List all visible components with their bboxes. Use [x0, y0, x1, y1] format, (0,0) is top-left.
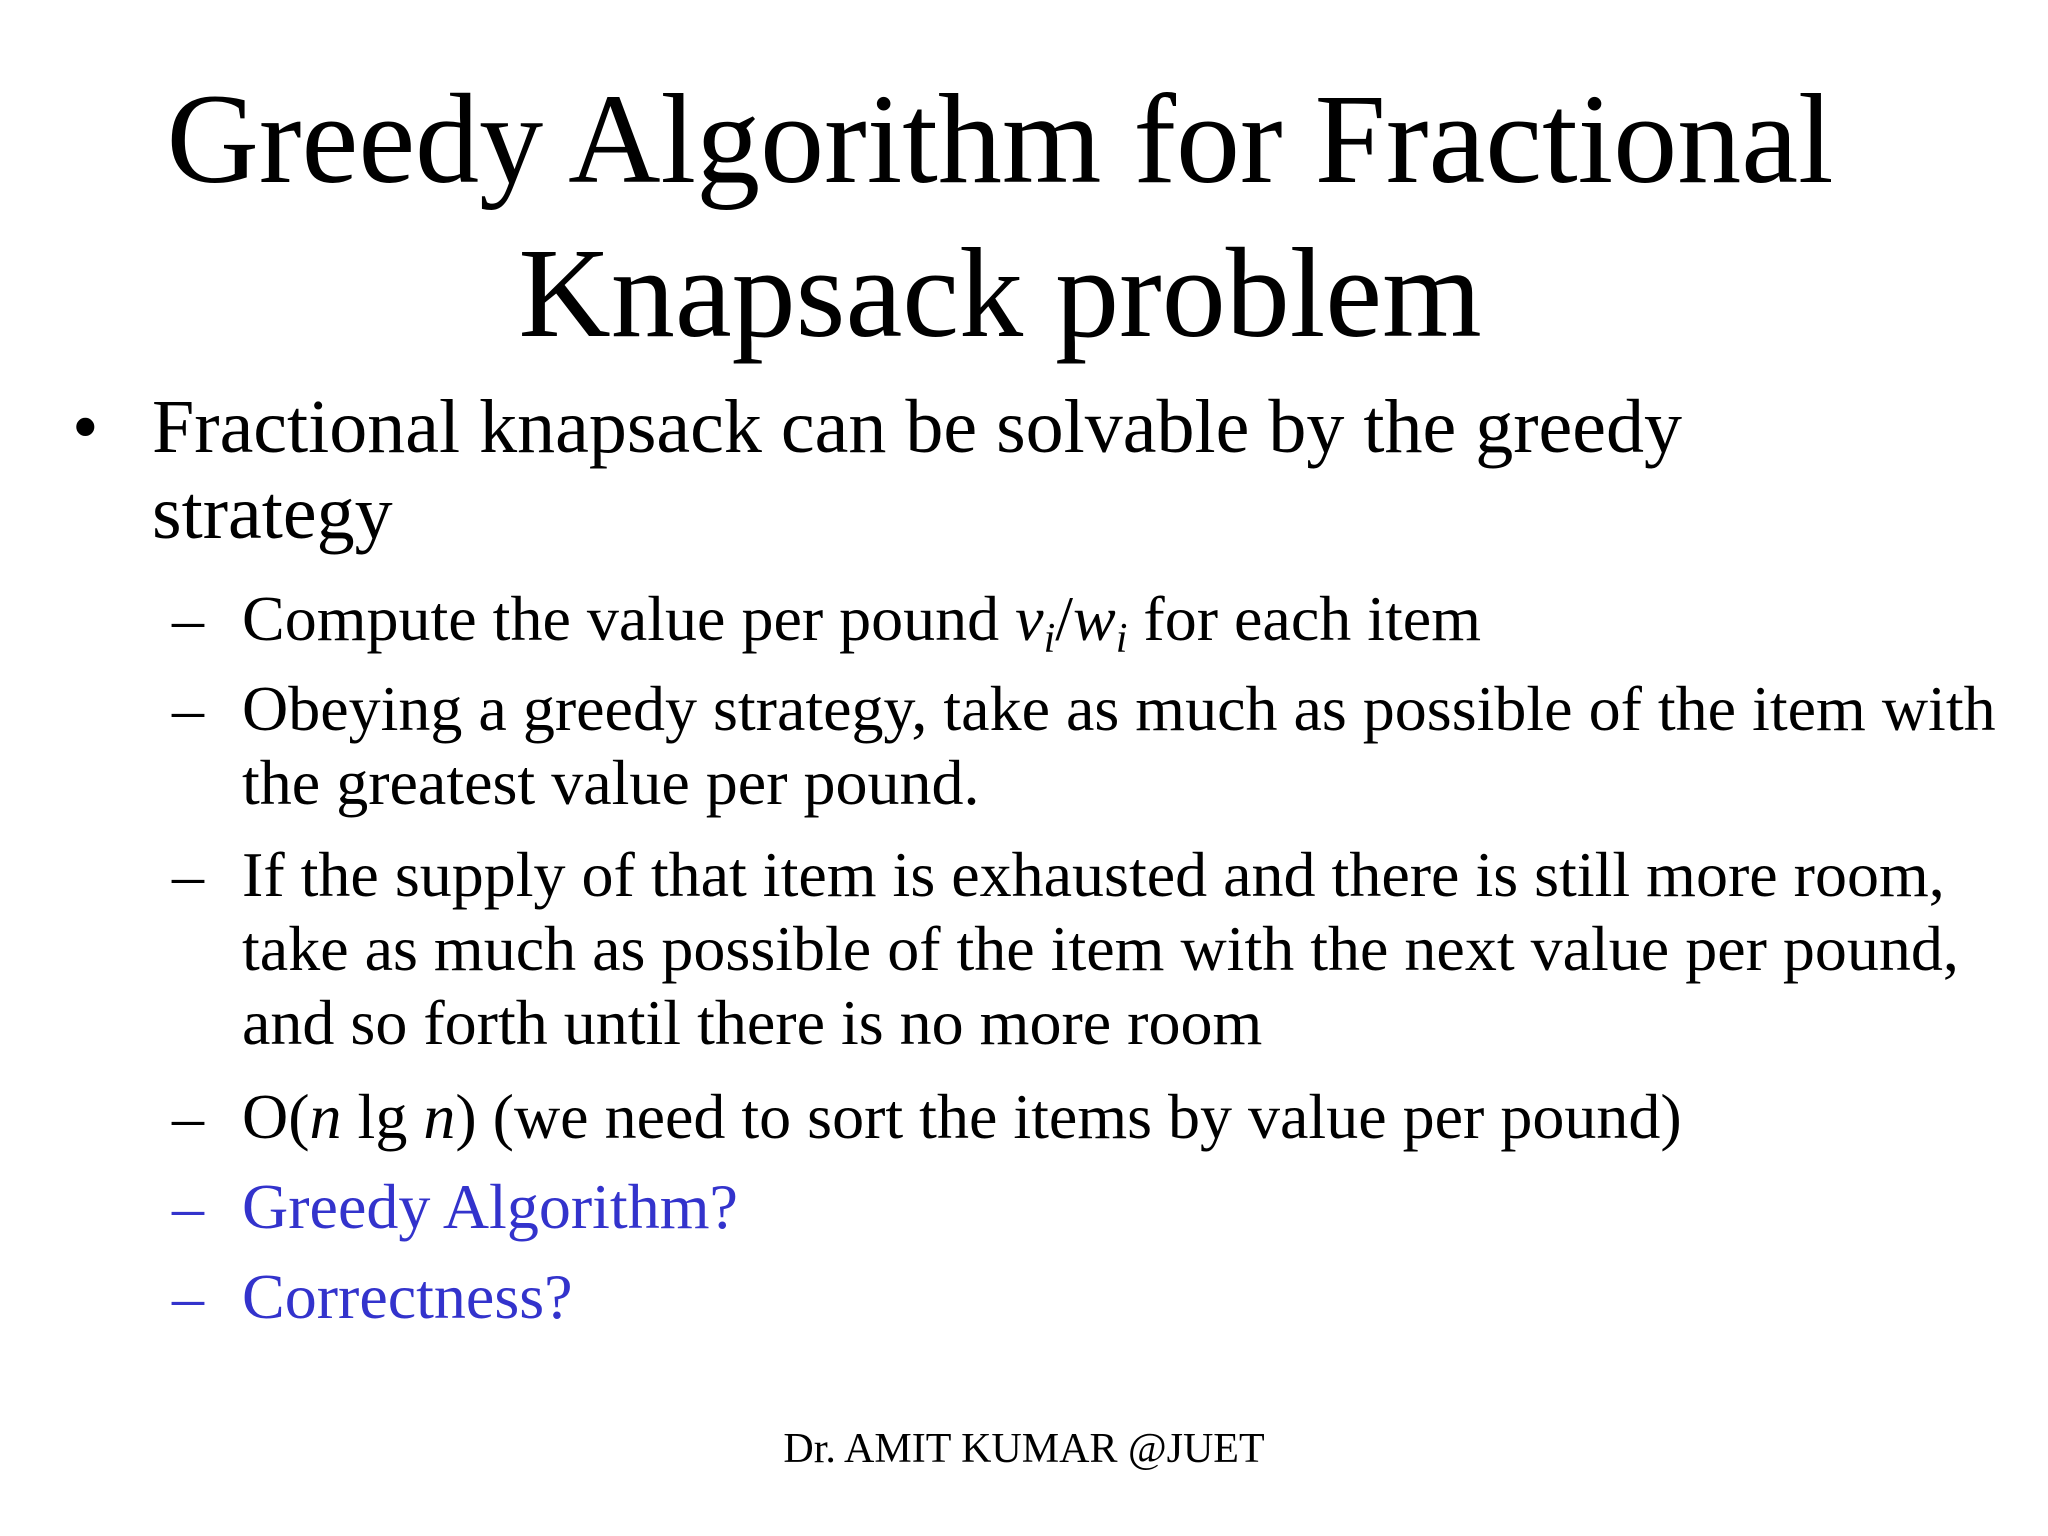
var-n-1: n	[309, 1081, 342, 1152]
dash-marker: –	[172, 673, 204, 744]
var-n-2: n	[423, 1081, 456, 1152]
dash-marker: –	[172, 839, 204, 910]
part-2: lg	[341, 1081, 424, 1152]
sub-i-w: i	[1115, 616, 1128, 662]
slash: /	[1055, 583, 1074, 654]
sub-item-text: If the supply of that item is exhausted and there is still more room, take as much as possible of the item with the next value per pound, and so forth until there is no more room	[242, 839, 1959, 1058]
title-line-1: Greedy Algorithm for Fractional	[166, 68, 1834, 210]
bullet-marker: •	[72, 385, 99, 469]
title-line-2: Knapsack problem	[518, 222, 1482, 364]
part-1: O(	[242, 1081, 310, 1152]
slide-title	[0, 62, 2000, 370]
sub-item-text	[242, 582, 2002, 662]
var-v: v	[1015, 583, 1044, 654]
sub-item-text	[242, 1080, 2002, 1154]
slide-footer: Dr. AMIT KUMAR @JUET	[783, 1426, 1265, 1472]
text-before: Compute the value per pound	[242, 583, 1016, 654]
bullet-text: Fractional knapsack can be solvable by the greedy strategy	[152, 385, 1682, 555]
sub-item-text: Greedy Algorithm?	[242, 1171, 738, 1242]
sub-i-v: i	[1043, 616, 1056, 662]
dash-marker: –	[172, 1261, 204, 1332]
dash-marker: –	[172, 583, 204, 654]
dash-marker: –	[172, 1171, 204, 1242]
sub-item-text: Correctness?	[242, 1261, 573, 1332]
var-w: w	[1073, 583, 1116, 654]
sub-item-text: Obeying a greedy strategy, take as much as possible of the item with the greatest value per pound.	[242, 673, 1996, 818]
part-3: ) (we need to sort the items by value per pound)	[455, 1081, 1682, 1152]
dash-marker: –	[172, 1081, 204, 1152]
text-after: for each item	[1127, 583, 1481, 654]
